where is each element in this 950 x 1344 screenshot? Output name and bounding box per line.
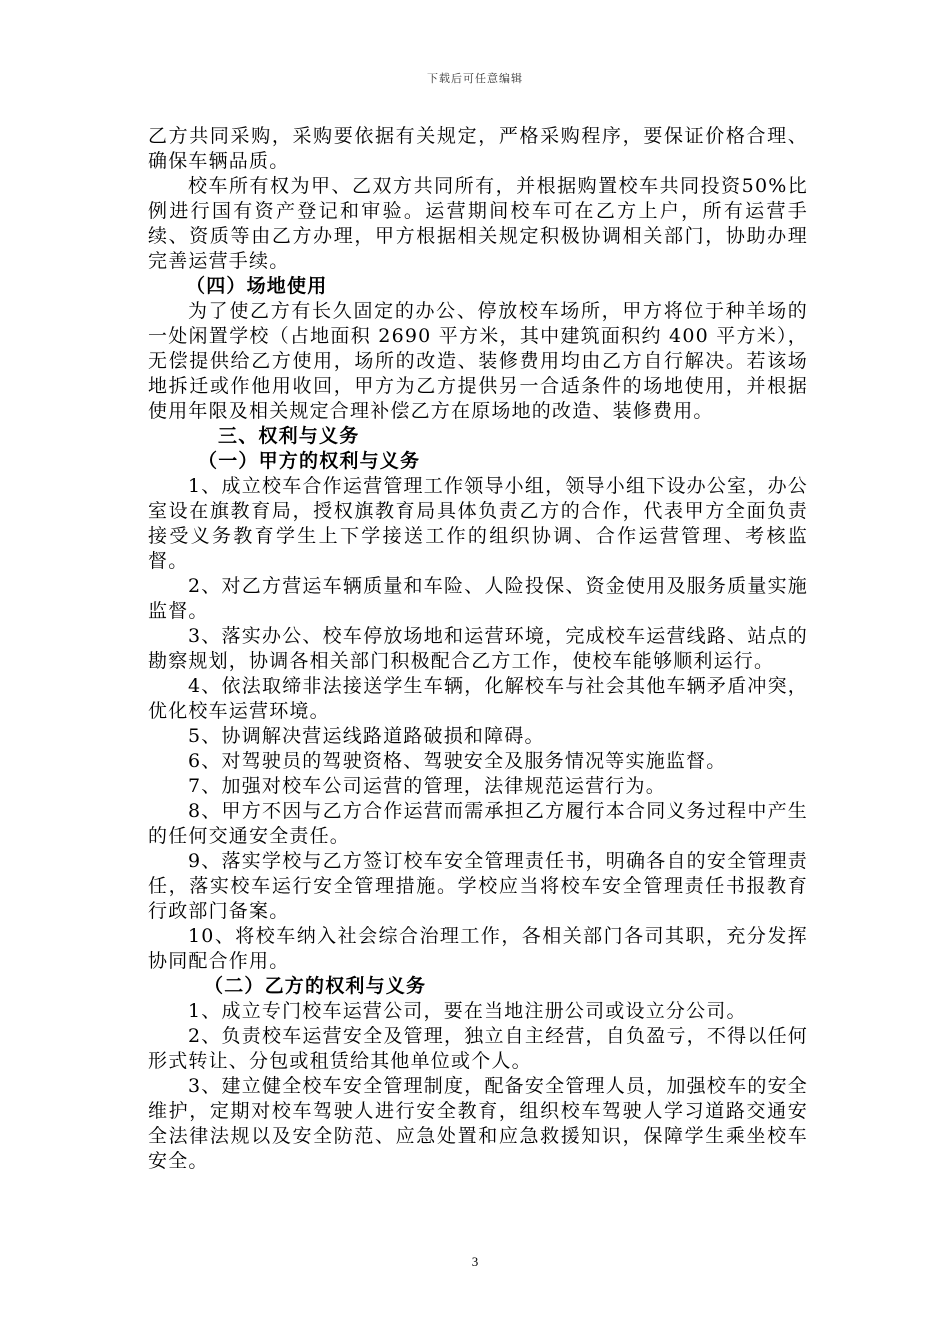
list-item: 6、对驾驶员的驾驶资格、驾驶安全及服务情况等实施监督。 [188,750,727,772]
list-item: 3、建立健全校车安全管理制度，配备安全管理人员，加强校车的安全维护，定期对校车驾驶人进行安全教育，组织校车驾驶人学习道路交通安全法律法规以及安全防范、应急处置和应急救援知识，保障学生乘坐校车安全。 [148,1075,808,1172]
list-item: 1、成立校车合作运营管理工作领导小组，领导小组下设办公室，办公室设在旗教育局，授权旗教育局具体负责乙方的合作，代表甲方全面负责接受义务教育学生上下学接送工作的组织协调、合作运营管理、考核监督。 [148,475,808,572]
list-item: 1、成立专门校车运营公司，要在当地注册公司或设立分公司。 [188,1000,747,1022]
list-item: 9、落实学校与乙方签订校车安全管理责任书，明确各自的安全管理责任，落实校车运行安全管理措施。学校应当将校车安全管理责任书报教育行政部门备案。 [148,850,808,922]
section-heading: （二）乙方的权利与义务 [204,975,427,997]
paragraph: 校车所有权为甲、乙双方共同所有，并根据购置校车共同投资50%比例进行国有资产登记和审验。运营期间校车可在乙方上户，所有运营手续、资质等由乙方办理，甲方根据相关规定积极协调相关部门，协助办理完善运营手续。 [148,175,808,272]
list-item: 8、甲方不因与乙方合作运营而需承担乙方履行本合同义务过程中产生的任何交通安全责任。 [148,800,808,847]
list-item: 3、落实办公、校车停放场地和运营环境，完成校车运营线路、站点的勘察规划，协调各相关部门积极配合乙方工作，使校车能够顺利运行。 [148,625,808,672]
list-item: 5、协调解决营运线路道路破损和障碍。 [188,725,545,747]
list-item: 7、加强对校车公司运营的管理，法律规范运营行为。 [188,775,666,797]
page-header: 下载后可任意编辑 [427,72,523,85]
page-number: 3 [471,1254,479,1269]
paragraph: 为了使乙方有长久固定的办公、停放校车场所，甲方将位于种羊场的一处闲置学校（占地面积 2690 平方米，其中建筑面积约 400 平方米），无偿提供给乙方使用，场所的改造、装修费用均由乙方自行解决。若该场地拆迁或作他用收回，甲方为乙方提供另一合适条件的场地使用，并根据使用年限及相关规定合理补偿乙方在原场地的改造、装修费用。 [148,300,808,422]
paragraph-continuation: 乙方共同采购，采购要依据有关规定，严格采购程序，要保证价格合理、确保车辆品质。 [148,125,808,172]
section-heading: （四）场地使用 [186,275,328,297]
chapter-heading: 三、权利与义务 [218,425,360,447]
section-heading: （一）甲方的权利与义务 [198,450,421,472]
list-item: 10、将校车纳入社会综合治理工作，各相关部门各司其职，充分发挥协同配合作用。 [148,925,808,972]
list-item: 4、依法取缔非法接送学生车辆，化解校车与社会其他车辆矛盾冲突，优化校车运营环境。 [148,675,808,722]
document-body [148,124,808,1174]
list-item: 2、负责校车运营安全及管理，独立自主经营，自负盈亏，不得以任何形式转让、分包或租赁给其他单位或个人。 [148,1025,808,1072]
list-item: 2、对乙方营运车辆质量和车险、人险投保、资金使用及服务质量实施监督。 [148,575,808,622]
